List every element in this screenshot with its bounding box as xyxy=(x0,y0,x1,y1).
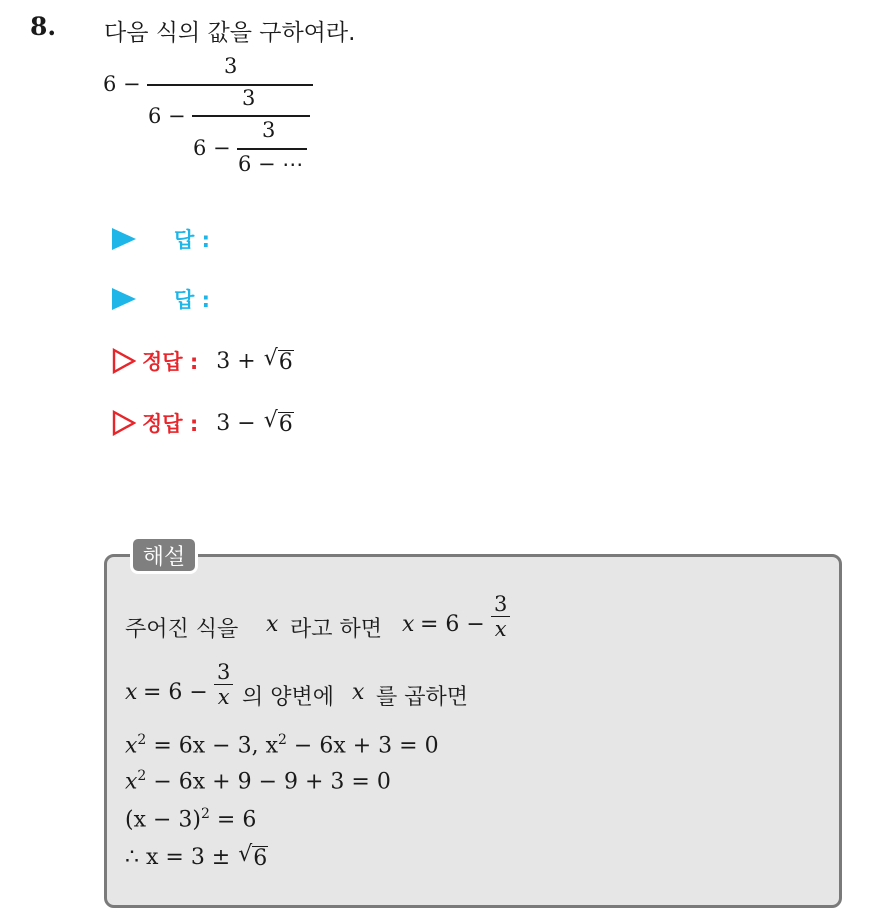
sol-line2-text: 의 양변에 xyxy=(242,685,335,710)
radicand: 6 xyxy=(278,350,293,375)
sol-line5 xyxy=(125,806,256,832)
sol-line2-fraction xyxy=(214,660,233,709)
sol-line6-prefix: ∴ x = 3 ± xyxy=(125,844,231,870)
exponent: 2 xyxy=(201,806,210,822)
cf-bar-2 xyxy=(192,115,310,117)
answer-prefix: 3 + xyxy=(216,348,256,374)
correct-answer-value xyxy=(216,410,293,436)
cf-numerator-3: 3 xyxy=(262,118,276,142)
exponent: 2 xyxy=(137,732,147,748)
exponent: 2 xyxy=(137,768,147,784)
cf-innermost-denominator: 6 − ⋯ xyxy=(238,152,304,176)
radicand: 6 xyxy=(278,412,293,437)
sol-line1-text: 주어진 식을 xyxy=(125,617,239,642)
correct-answer-row-2 xyxy=(112,406,294,440)
denominator: x xyxy=(217,685,230,710)
outline-triangle-icon xyxy=(112,348,136,374)
sol-line2-eq: = 6 − xyxy=(143,680,208,705)
sqrt: √ 6 xyxy=(263,408,293,437)
sol-line1-eq: = 6 − xyxy=(420,612,485,637)
sol-line1-var: x xyxy=(266,612,279,637)
outline-triangle-icon xyxy=(112,410,136,436)
correct-answer-label: 정답 : xyxy=(142,412,199,436)
cf-bar-1 xyxy=(147,84,313,86)
correct-answer-value xyxy=(216,348,293,374)
sol-line1-var2: x xyxy=(402,612,415,637)
denominator: x xyxy=(494,617,507,642)
sol-line2-var: x xyxy=(125,680,138,705)
exponent: 2 xyxy=(278,732,287,748)
answer-row-2 xyxy=(112,282,210,316)
sol-line1-fraction xyxy=(491,592,510,641)
answer-prefix: 3 − xyxy=(216,410,256,436)
sol-line3-b: − 6x + 3 = 0 xyxy=(293,733,439,759)
question-prompt: 다음 식의 값을 구하여라. xyxy=(104,20,356,46)
sol-line1-text2: 라고 하면 xyxy=(290,617,383,642)
sol-line2-var2: x xyxy=(352,680,365,705)
correct-answer-row-1 xyxy=(112,344,294,378)
cf-whole-2: 6 − xyxy=(148,104,186,128)
cf-whole-1: 6 − xyxy=(103,72,141,96)
cf-whole-3: 6 − xyxy=(193,136,231,160)
sol-line5-b: = 6 xyxy=(216,807,257,833)
explanation-title: 해설 xyxy=(130,536,198,574)
play-triangle-icon xyxy=(112,228,136,250)
cf-numerator-2: 3 xyxy=(242,86,256,110)
question-number: 8. xyxy=(30,12,57,41)
sqrt: √ 6 xyxy=(263,346,293,375)
cf-numerator-1: 3 xyxy=(224,54,238,78)
numerator: 3 xyxy=(491,592,510,617)
cf-bar-3 xyxy=(237,148,307,150)
sol-line2-text2: 를 곱하면 xyxy=(376,685,469,710)
sol-line3-a: = 6x − 3, x xyxy=(153,733,278,759)
radicand: 6 xyxy=(253,846,268,871)
sqrt: √ 6 xyxy=(238,842,268,871)
answer-label: 답 : xyxy=(174,228,210,252)
correct-answer-label: 정답 : xyxy=(142,350,199,374)
sol-line6 xyxy=(125,844,268,870)
answer-row-1 xyxy=(112,222,210,256)
sol-line3: $x^2 = 6x - 3$, $x^2 - 6x + 3 = 0$ xyxy=(125,732,439,759)
sol-line5-a: (x − 3) xyxy=(125,807,201,833)
sol-line4-rest: − 6x + 9 − 9 + 3 = 0 xyxy=(153,769,391,795)
sol-line4: $x^2 - 6x + 9 - 9 + 3 = 0$ xyxy=(125,768,391,795)
numerator: 3 xyxy=(214,660,233,685)
answer-label: 답 : xyxy=(174,288,210,312)
play-triangle-icon xyxy=(112,288,136,310)
